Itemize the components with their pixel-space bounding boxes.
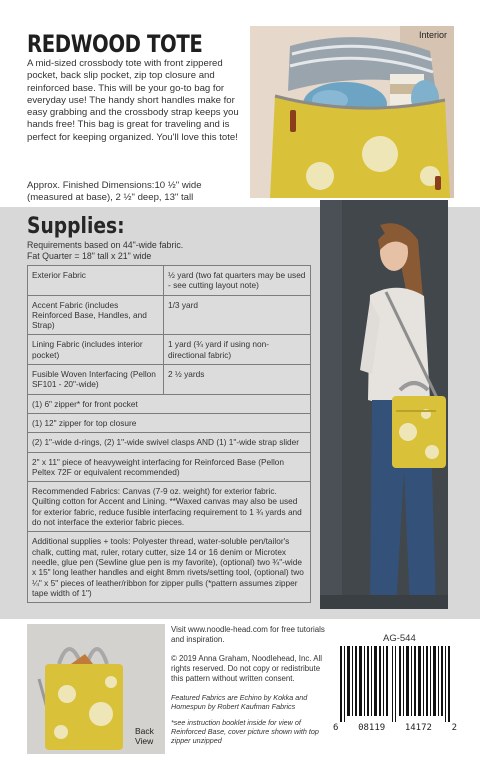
pattern-title: REDWOOD TOTE [27,30,203,58]
table-row [28,266,311,296]
fat-quarter-text: Fat Quarter = 18" tall x 21" wide [27,251,152,261]
sku-code: AG-544 [383,633,416,644]
fabric-amount: ½ yard (two fat quarters may be used - see cutting layout note) [164,266,311,296]
supply-item: (2) 1"-wide d-rings, (2) 1"-wide swivel clasps AND (1) 1"-wide strap slider [28,433,311,452]
table-row [28,394,311,413]
pattern-description: A mid-sized crossbody tote with front zippered pocket, back slip pocket, zip top closure and reinforced base. This will be your go-to bag for everyday use! The handy short handles make for easy grabbing and the crossbody strap keeps you hands free! This bag is great for traveling and is perfect for keeping organized. You'll love this tote! [27,58,239,143]
fabric-name: Lining Fabric (includes interior pocket) [28,335,164,365]
back-view-label: Back View [135,726,154,746]
interior-photo [250,26,454,198]
supplies-title: Supplies: [27,214,125,239]
footer-section [0,619,480,763]
model-with-bag-illustration [320,200,448,609]
supply-item: (1) 6" zipper* for front pocket [28,394,311,413]
fabric-amount: 1 yard (¾ yard if using non-directional fabric) [164,335,311,365]
supply-item: (1) 12" zipper for top closure [28,413,311,432]
website-text: Visit www.noodle-head.com for free tutorials and inspiration. [171,625,325,644]
supply-item: Additional supplies + tools: Polyester thread, water-soluble pen/tailor's chalk, cutting mat, ruler, rotary cutter, size 14 or 16 denim or Microtex needle, glue pen (Sewline glue pen is my favorite), (optional) two ¾"-wide x 15" long leather handles and eight 8mm rivets/setting tool, (optional) two ¼" x 5" pieces of leather/ribbon for zipper pulls (*pattern assumes zipper tape width of 1") [28,532,311,603]
copyright-text: © 2019 Anna Graham, Noodlehead, Inc. All rights reserved. Do not copy or redistribute this pattern without written consent. [171,654,323,683]
requirements-text: Requirements based on 44"-wide fabric. [27,240,184,250]
supply-item: Recommended Fabrics: Canvas (7-9 oz. weight) for exterior fabric. Quilting cotton for Accent and Lining. **Waxed canvas may also be used for exterior fabric, reduce fusible interfacing requirement to 1 ¾ yards and do not interface the exterior fabric pieces. [28,482,311,532]
barcode-digits [333,723,457,733]
table-row [28,335,311,365]
supplies-table [27,265,311,603]
table-row [28,532,311,603]
header-section [0,0,480,207]
footer-text [171,625,333,754]
barcode-icon [340,646,450,722]
table-row [28,295,311,335]
fabric-amount: 2 ½ yards [164,365,311,395]
table-row [28,482,311,532]
instruction-note: *see instruction booklet inside for view of Reinforced Base, cover picture shown with top zipper unzipped [171,718,319,745]
table-row [28,365,311,395]
back-view-photo [27,624,165,754]
supply-item: 2" x 11" piece of heavyweight interfacing for Reinforced Base (Pellon Peltex 72F or equivalent recommended) [28,452,311,482]
table-row [28,413,311,432]
fabric-name: Fusible Woven Interfacing (Pellon SF101 - 20"-wide) [28,365,164,395]
table-row [28,433,311,452]
finished-dimensions: Approx. Finished Dimensions:10 ½" wide (measured at base), 2 ½" deep, 13" tall [27,180,202,204]
featured-fabrics-text: Featured Fabrics are Echino by Kokka and Homespun by Robert Kaufman Fabrics [171,693,308,711]
barcode-digit-group: 2 [451,723,457,733]
model-photo [320,200,448,609]
fabric-name: Accent Fabric (includes Reinforced Base, Handles, and Strap) [28,295,164,335]
supplies-requirements [27,240,317,262]
interior-label: Interior [418,30,447,40]
fabric-amount: 1/3 yard [164,295,311,335]
interior-bag-illustration [250,26,454,198]
barcode-digit-group: 14172 [404,723,432,733]
barcode-digit-group: 08119 [358,723,386,733]
table-row [28,452,311,482]
fabric-name: Exterior Fabric [28,266,164,296]
barcode-digit-group: 6 [333,723,339,733]
